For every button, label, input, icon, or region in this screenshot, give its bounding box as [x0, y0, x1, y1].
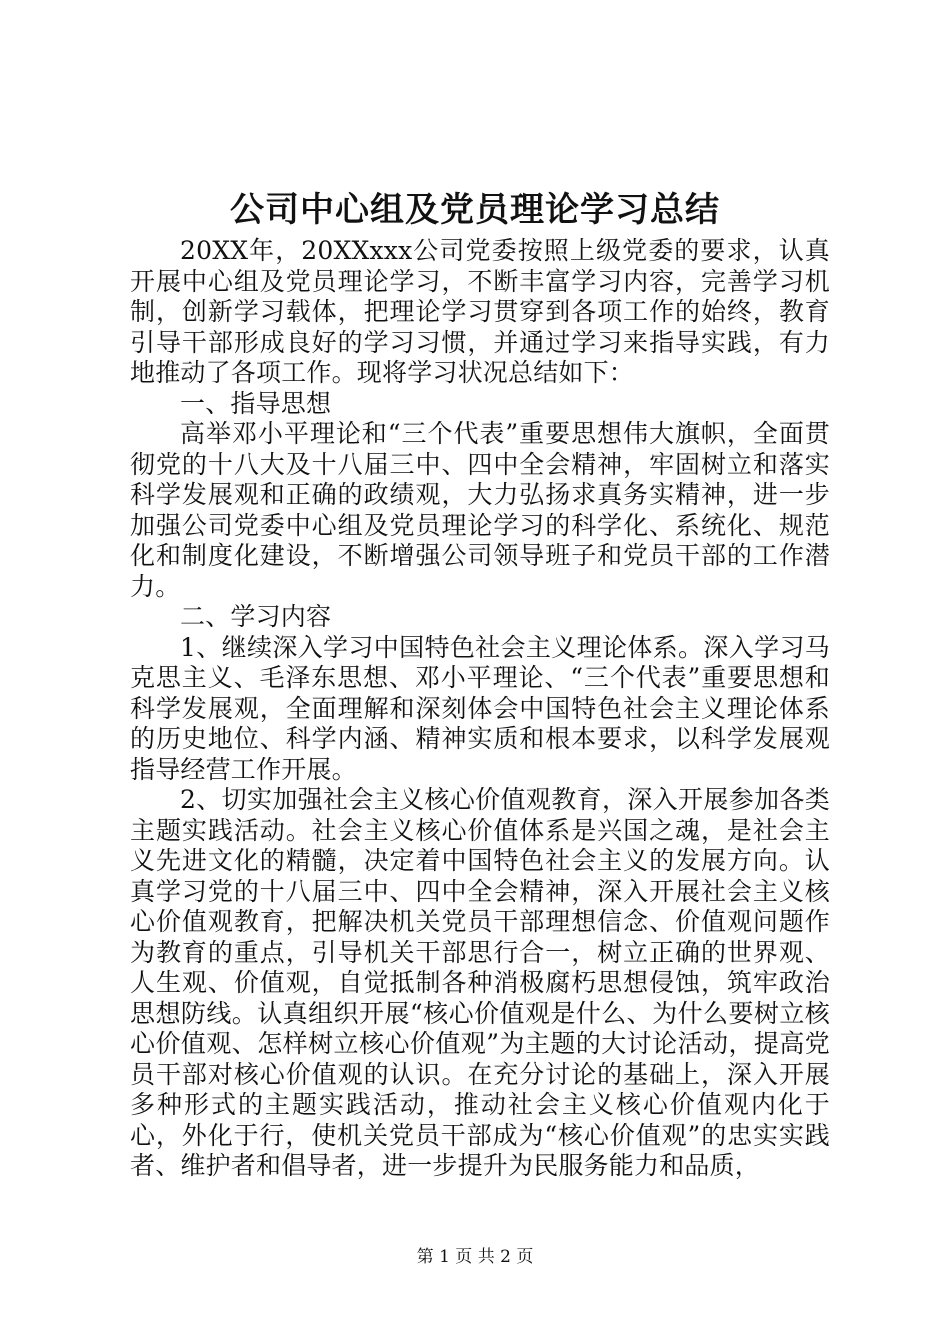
section-heading-study-content: 二、学习内容: [180, 602, 332, 631]
guiding-thought-paragraph: 高举邓小平理论和“三个代表”重要思想伟大旗帜，全面贯彻党的十八大及十八届三中、四中全会精神，牢固树立和落实科学发展观和正确的政绩观，大力弘扬求真务实精神，进一步加强公司党委中心组及党员理论学习的科学化、系统化、规范化和制度化建设，不断增强公司领导班子和党员干部的工作潜力。: [130, 419, 830, 601]
document-body: [130, 236, 830, 1182]
intro-paragraph: 20XX年，20XXxxx公司党委按照上级党委的要求，认真开展中心组及党员理论学习，不断丰富学习内容，完善学习机制，创新学习载体，把理论学习贯穿到各项工作的始终，教育引导干部形成良好的学习习惯，并通过学习来指导实践，有力地推动了各项工作。现将学习状况总结如下：: [130, 236, 830, 387]
study-item-1-paragraph: 1、继续深入学习中国特色社会主义理论体系。深入学习马克思主义、毛泽东思想、邓小平理论、“三个代表”重要思想和科学发展观，全面理解和深刻体会中国特色社会主义理论体系的历史地位、科学内涵、精神实质和根本要求，以科学发展观指导经营工作开展。: [130, 632, 830, 784]
page-footer: 第 1 页 共 2 页: [416, 1247, 534, 1267]
document-title: 公司中心组及党员理论学习总结: [230, 190, 720, 230]
section-heading-guiding-thought: 一、指导思想: [180, 388, 332, 418]
study-item-2-paragraph: 2、切实加强社会主义核心价值观教育，深入开展参加各类主题实践活动。社会主义核心价值体系是兴国之魂，是社会主义先进文化的精髓，决定着中国特色社会主义的发展方向。认真学习党的十八届三中、四中全会精神，深入开展社会主义核心价值观教育，把解决机关党员干部理想信念、价值观问题作为教育的重点，引导机关干部思行合一，树立正确的世界观、人生观、价值观，自觉抵制各种消极腐朽思想侵蚀，筑牢政治思想防线。认真组织开展“核心价值观是什么、为什么要树立核心价值观、怎样树立核心价值观”为主题的大讨论活动，提高党员干部对核心价值观的认识。在充分讨论的基础上，深入开展多种形式的主题实践活动，推动社会主义核心价值观内化于心，外化于行，使机关党员干部成为“核心价值观”的忠实实践者、维护者和倡导者，进一步提升为民服务能力和品质，: [130, 785, 830, 1180]
